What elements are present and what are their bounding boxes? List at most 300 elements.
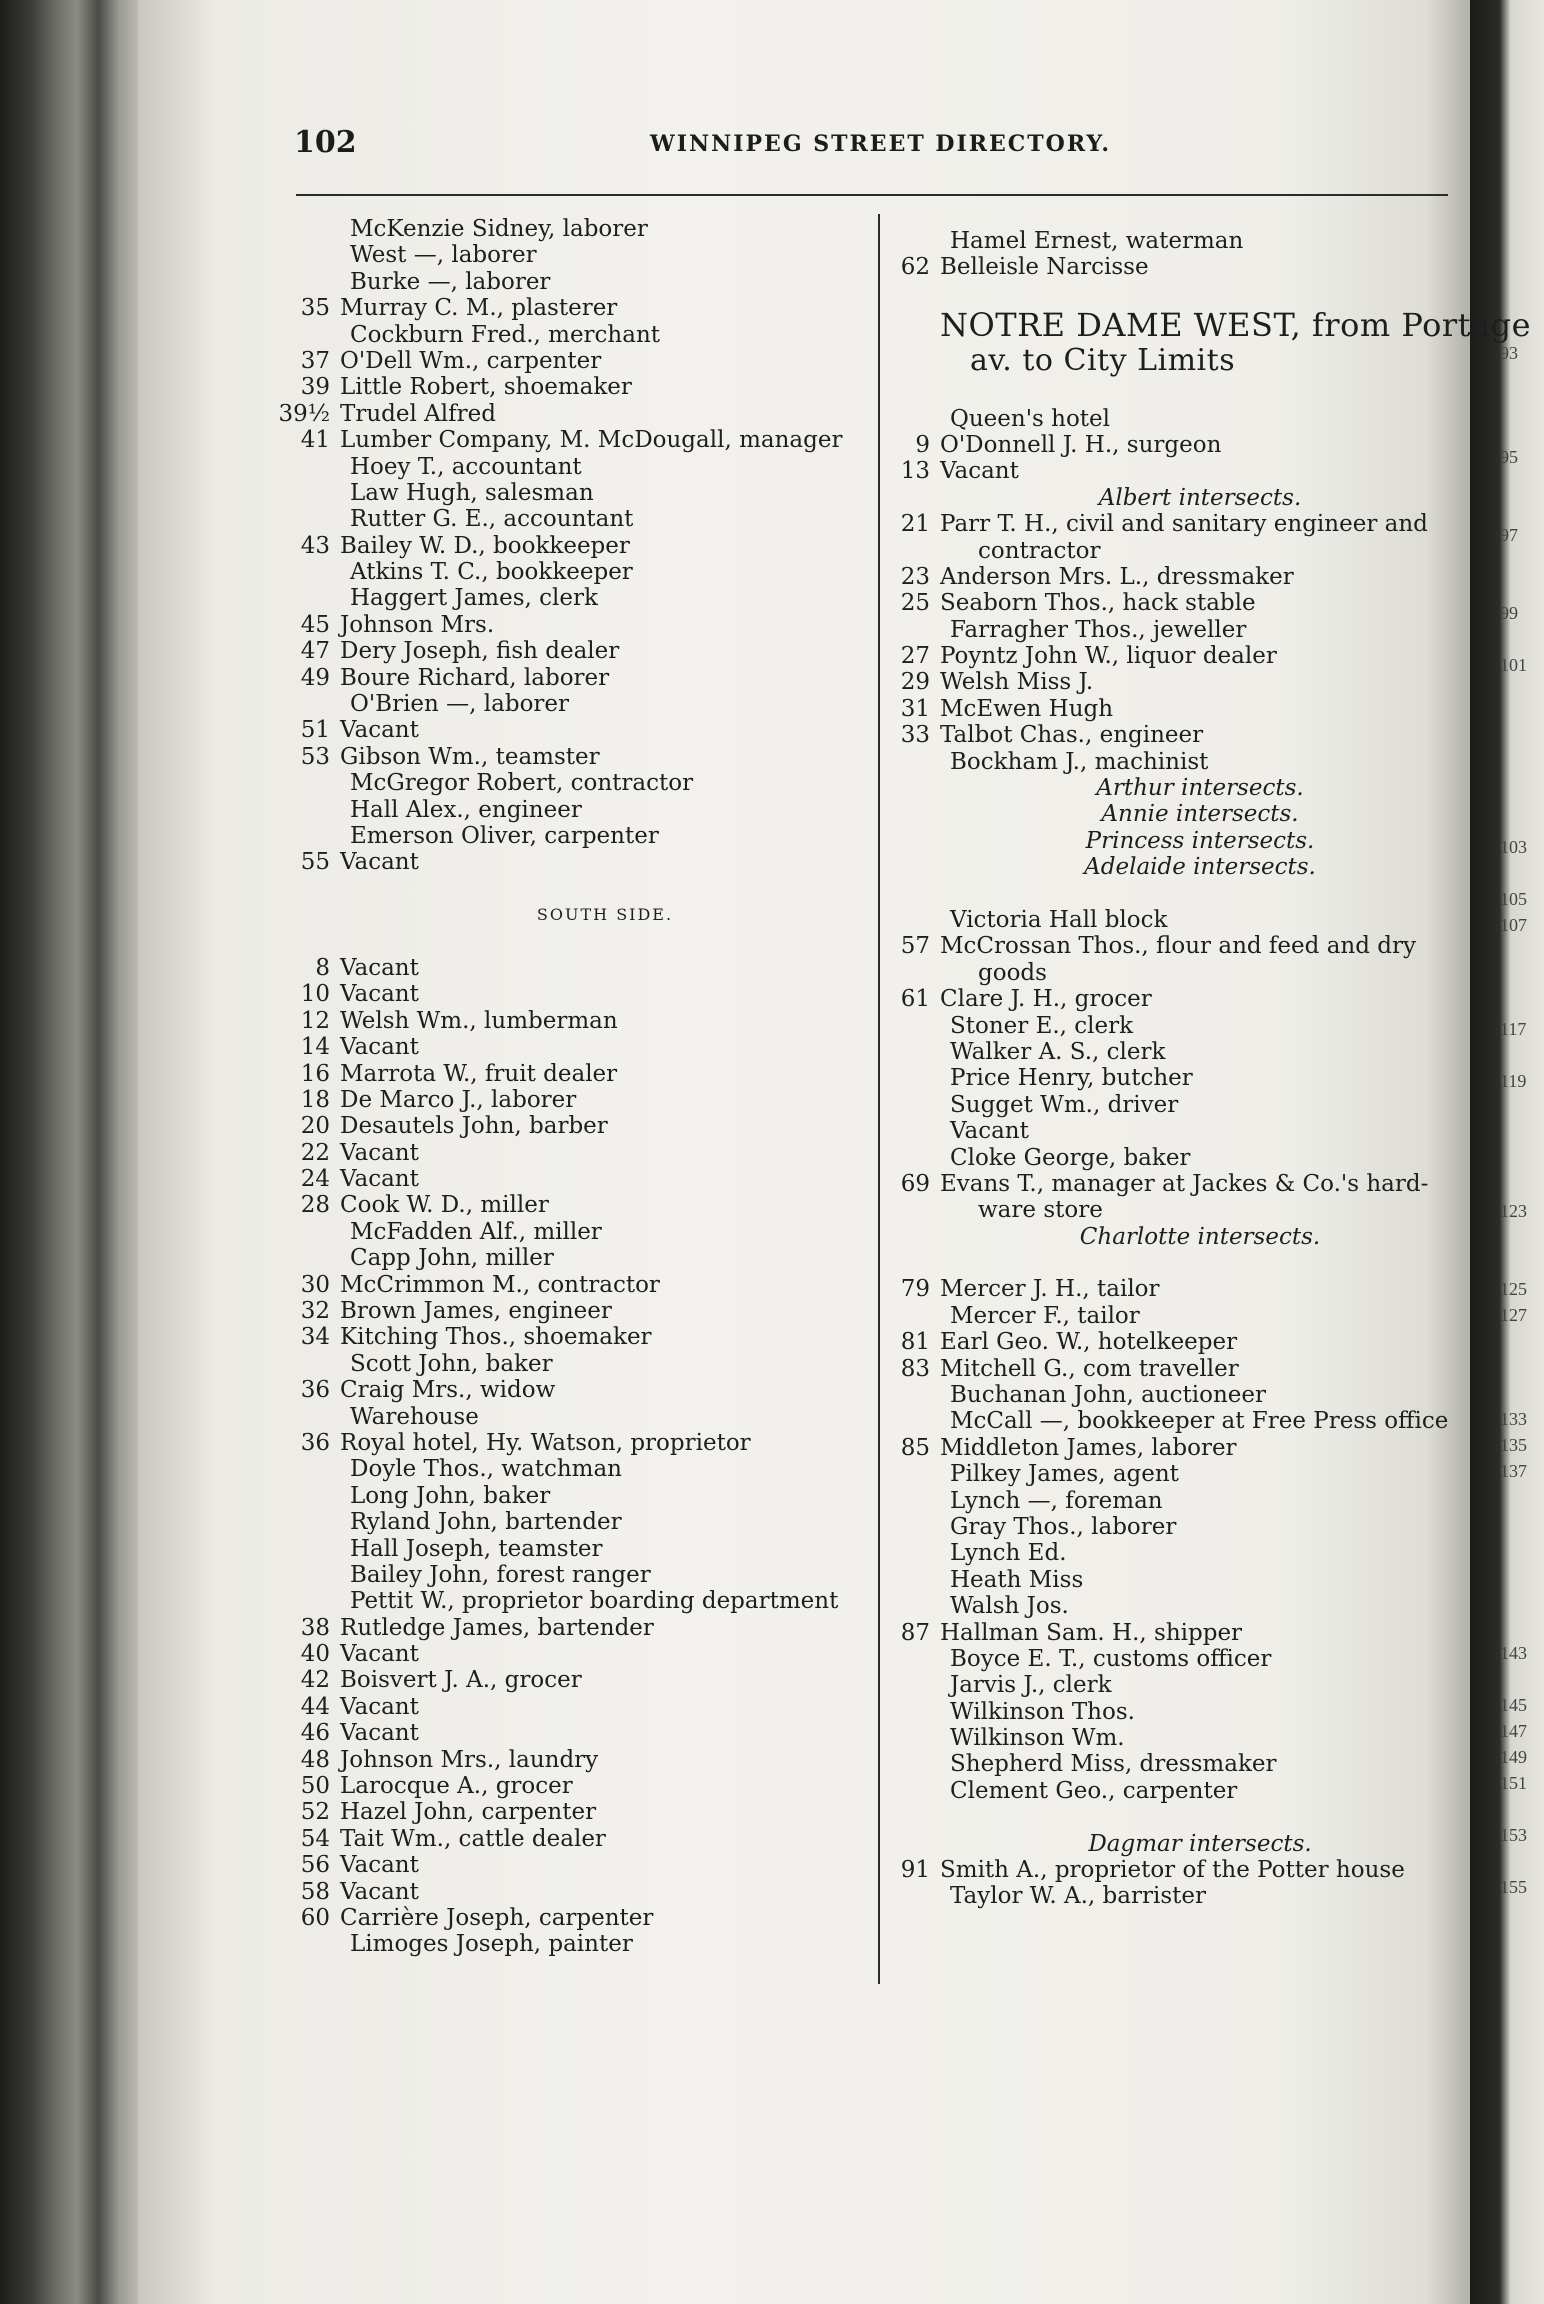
- entry-text: Earl Geo. W., hotelkeeper: [940, 1329, 1238, 1356]
- entry-text: Vacant: [340, 717, 419, 744]
- entry-text: Emerson Oliver, carpenter: [350, 822, 659, 849]
- directory-entry: [940, 1672, 1460, 1698]
- house-number: 24: [300, 1166, 330, 1193]
- entry-text: Pettit W., proprietor boarding department: [350, 1588, 839, 1615]
- directory-entry: [940, 406, 1460, 432]
- entry-text: Poyntz John W., liquor dealer: [940, 643, 1277, 670]
- entry-text: contractor: [978, 537, 1101, 564]
- directory-entry: [300, 532, 870, 559]
- cross-street-note: [940, 485, 1460, 511]
- house-number: 55: [300, 849, 330, 876]
- directory-entry: [278, 400, 870, 427]
- directory-entry: [940, 1540, 1460, 1566]
- house-number: 33: [900, 722, 930, 749]
- header-rule: [296, 194, 1448, 196]
- entry-text: Tait Wm., cattle dealer: [340, 1825, 606, 1852]
- directory-entry: [940, 1567, 1460, 1593]
- entry-text: McCrossan Thos., flour and feed and dry: [940, 933, 1416, 960]
- house-number: 8: [315, 954, 330, 981]
- entry-text: Gray Thos., laborer: [950, 1513, 1177, 1540]
- directory-entry: [300, 1720, 870, 1747]
- street-heading: [940, 343, 1460, 379]
- facing-page-number: [1500, 1146, 1544, 1172]
- entry-text: Welsh Miss J.: [940, 669, 1094, 696]
- facing-page-number: [1500, 1562, 1544, 1588]
- house-number: 29: [900, 669, 930, 696]
- entry-text: Smith A., proprietor of the Potter house: [940, 1857, 1405, 1884]
- directory-entry: [300, 1166, 870, 1193]
- spacer: [340, 929, 870, 955]
- directory-entry: [300, 1429, 870, 1456]
- entry-text: Seaborn Thos., hack stable: [940, 590, 1256, 617]
- directory-entry: [340, 1483, 870, 1509]
- facing-page-fragments: [1500, 340, 1544, 1952]
- entry-text: De Marco J., laborer: [340, 1086, 577, 1113]
- entry-text: Brown James, engineer: [340, 1298, 612, 1325]
- facing-page-number: 127: [1500, 1305, 1527, 1325]
- entry-text: Parr T. H., civil and sanitary engineer and: [940, 511, 1428, 538]
- entry-text: Clare J. H., grocer: [940, 986, 1152, 1013]
- facing-page-number: [1500, 1900, 1544, 1926]
- directory-entry: [900, 722, 1460, 749]
- directory-entry: [340, 585, 870, 611]
- spacer: [940, 881, 1460, 907]
- directory-entry: [940, 1725, 1460, 1751]
- page-number: 102: [294, 125, 357, 160]
- entry-text: Annie intersects.: [1101, 801, 1299, 828]
- directory-entry: [940, 1382, 1460, 1408]
- entry-text: West —, laborer: [350, 242, 537, 269]
- house-number: 37: [300, 347, 330, 374]
- entry-text: Gibson Wm., teamster: [340, 743, 600, 770]
- directory-entry: [340, 480, 870, 506]
- entry-text: Rutter G. E., accountant: [350, 506, 634, 533]
- entry-text: Vacant: [950, 1118, 1029, 1145]
- entry-text: Clement Geo., carpenter: [950, 1777, 1238, 1804]
- directory-entry: [340, 902, 870, 928]
- house-number: 60: [300, 1905, 330, 1931]
- directory-entry: [340, 1509, 870, 1535]
- house-number: 51: [300, 717, 330, 744]
- house-number: 79: [900, 1276, 930, 1303]
- house-number: 30: [300, 1271, 330, 1298]
- facing-page-number: [1500, 470, 1544, 496]
- facing-page-number: 137: [1500, 1461, 1527, 1481]
- directory-entry: [900, 1170, 1460, 1197]
- entry-text: Mercer J. H., tailor: [940, 1276, 1160, 1303]
- house-number: 83: [900, 1355, 930, 1382]
- entry-text: Victoria Hall block: [950, 906, 1168, 933]
- facing-page-number: [1500, 1926, 1544, 1952]
- directory-entry: [300, 1825, 870, 1852]
- directory-entry: [900, 458, 1460, 485]
- entry-text: Limoges Joseph, painter: [350, 1931, 633, 1958]
- directory-entry: [300, 1773, 870, 1800]
- spacer: [940, 1804, 1460, 1830]
- entry-text: Bockham J., machinist: [950, 748, 1209, 775]
- facing-page-number: [1500, 990, 1544, 1016]
- entry-text: Bailey W. D., bookkeeper: [340, 532, 630, 559]
- facing-page-number: 149: [1500, 1747, 1527, 1767]
- page-header: [294, 125, 1464, 165]
- directory-entry: [300, 743, 870, 770]
- entry-text: Lumber Company, M. McDougall, manager: [340, 427, 843, 454]
- house-number: 34: [300, 1324, 330, 1351]
- house-number: 49: [300, 664, 330, 691]
- house-number: 20: [300, 1113, 330, 1140]
- directory-entry: [900, 1276, 1460, 1303]
- house-number: 52: [300, 1799, 330, 1826]
- entry-text: Sugget Wm., driver: [950, 1091, 1179, 1118]
- facing-page-number: 147: [1500, 1721, 1527, 1741]
- facing-page-number: [1500, 678, 1544, 704]
- directory-entry: [300, 1377, 870, 1404]
- house-number: 62: [900, 254, 930, 281]
- facing-page-number: 155: [1500, 1877, 1527, 1897]
- directory-entry: [940, 1514, 1460, 1540]
- facing-page-number: [1500, 964, 1544, 990]
- facing-page-number: [1500, 1120, 1544, 1146]
- directory-entry: [300, 1852, 870, 1879]
- entry-text: Lynch Ed.: [950, 1540, 1067, 1567]
- facing-page-number: 119: [1500, 1071, 1527, 1091]
- directory-entry: [940, 960, 1460, 986]
- directory-entry: [940, 1197, 1460, 1223]
- directory-entry: [340, 1456, 870, 1482]
- entry-text: Vacant: [340, 1878, 419, 1905]
- directory-entry: [900, 695, 1460, 722]
- directory-entry: [940, 1013, 1460, 1039]
- house-number: 38: [300, 1614, 330, 1641]
- house-number: 81: [900, 1329, 930, 1356]
- entry-text: Vacant: [340, 849, 419, 876]
- house-number: 57: [900, 933, 930, 960]
- facing-page-number: [1500, 1042, 1544, 1068]
- directory-entry: [300, 1905, 870, 1931]
- entry-text: SOUTH SIDE.: [536, 905, 674, 925]
- facing-page-number: [1500, 1510, 1544, 1536]
- spacer: [940, 379, 1460, 405]
- directory-entry: [900, 1329, 1460, 1356]
- house-number: 13: [900, 458, 930, 485]
- facing-page-number: [1500, 704, 1544, 730]
- directory-entry: [300, 1746, 870, 1773]
- entry-text: Johnson Mrs.: [340, 611, 495, 638]
- directory-entry: [940, 1145, 1460, 1171]
- directory-entry: [340, 506, 870, 532]
- house-number: 27: [900, 643, 930, 670]
- entry-text: Rutledge James, bartender: [340, 1614, 654, 1641]
- directory-entry: [340, 1404, 870, 1430]
- house-number: 25: [900, 590, 930, 617]
- entry-text: Talbot Chas., engineer: [940, 722, 1204, 749]
- entry-text: Vacant: [340, 1139, 419, 1166]
- cross-street-note: [940, 1831, 1460, 1857]
- entry-text: Albert intersects.: [1098, 484, 1302, 511]
- house-number: 31: [900, 695, 930, 722]
- facing-page-number: 97: [1500, 525, 1518, 545]
- directory-entry: [300, 1799, 870, 1826]
- directory-entry: [340, 1219, 870, 1245]
- facing-page-number: [1500, 1380, 1544, 1406]
- entry-text: Craig Mrs., widow: [340, 1377, 556, 1404]
- house-number: 36: [300, 1429, 330, 1456]
- directory-entry: [900, 669, 1460, 696]
- entry-text: Stoner E., clerk: [950, 1012, 1134, 1039]
- entry-text: Hall Alex., engineer: [350, 796, 582, 823]
- spacer: [940, 281, 1460, 307]
- directory-entry: [300, 1271, 870, 1298]
- entry-text: Bailey John, forest ranger: [350, 1561, 651, 1588]
- directory-entry: [900, 254, 1460, 281]
- facing-page-number: 95: [1500, 447, 1518, 467]
- directory-entry: [315, 954, 870, 981]
- entry-text: McCrimmon M., contractor: [340, 1271, 660, 1298]
- facing-page-number: [1500, 548, 1544, 574]
- house-number: 32: [300, 1298, 330, 1325]
- facing-page-number: 105: [1500, 889, 1527, 909]
- cross-street-note: [940, 828, 1460, 854]
- entry-text: McFadden Alf., miller: [350, 1218, 602, 1245]
- entry-text: Vacant: [940, 458, 1019, 485]
- directory-entry: [940, 1699, 1460, 1725]
- spacer: [340, 876, 870, 902]
- directory-entry: [940, 1065, 1460, 1091]
- facing-page-number: [1500, 938, 1544, 964]
- house-number: 36: [300, 1377, 330, 1404]
- facing-page-number: [1500, 1484, 1544, 1510]
- house-number: 54: [300, 1825, 330, 1852]
- house-number: 50: [300, 1773, 330, 1800]
- entry-text: Wilkinson Thos.: [950, 1698, 1135, 1725]
- cross-street-note: [940, 1224, 1460, 1250]
- directory-entry: [940, 1778, 1460, 1804]
- house-number: 44: [300, 1693, 330, 1720]
- entry-text: Vacant: [340, 1693, 419, 1720]
- entry-text: Buchanan John, auctioneer: [950, 1382, 1266, 1409]
- directory-entry: [300, 611, 870, 638]
- facing-page-number: 117: [1500, 1019, 1527, 1039]
- directory-entry: [300, 1086, 870, 1113]
- house-number: 9: [915, 431, 930, 458]
- entry-text: Hamel Ernest, waterman: [950, 228, 1244, 254]
- house-number: 53: [300, 743, 330, 770]
- directory-entry: [300, 981, 870, 1008]
- directory-entry: [940, 1118, 1460, 1144]
- entry-text: Cockburn Fred., merchant: [350, 321, 661, 348]
- facing-page-number: [1500, 1328, 1544, 1354]
- directory-entry: [940, 617, 1460, 643]
- facing-page-number: [1500, 1848, 1544, 1874]
- directory-entry: [940, 1039, 1460, 1065]
- entry-text: O'Donnell J. H., surgeon: [940, 431, 1222, 458]
- entry-text: Vacant: [340, 981, 419, 1008]
- entry-text: Welsh Wm., lumberman: [340, 1007, 618, 1034]
- entry-text: Vacant: [340, 1166, 419, 1193]
- entry-text: McEwen Hugh: [940, 695, 1114, 722]
- cross-street-note: [940, 775, 1460, 801]
- entry-text: Evans T., manager at Jackes & Co.'s hard-: [940, 1170, 1429, 1197]
- facing-page-number: 153: [1500, 1825, 1527, 1845]
- entry-text: Vacant: [340, 954, 419, 981]
- house-number: 23: [900, 563, 930, 590]
- directory-entry: [300, 1298, 870, 1325]
- facing-page-number: [1500, 1250, 1544, 1276]
- house-number: 35: [300, 295, 330, 322]
- entry-text: Cook W. D., miller: [340, 1192, 549, 1219]
- entry-text: Farragher Thos., jeweller: [950, 616, 1247, 643]
- house-number: 14: [300, 1034, 330, 1061]
- entry-text: Capp John, miller: [350, 1245, 554, 1272]
- facing-page-number: [1500, 626, 1544, 652]
- house-number: 46: [300, 1720, 330, 1747]
- entry-text: Belleisle Narcisse: [940, 254, 1149, 281]
- column-divider: [878, 214, 880, 1984]
- directory-entry: [940, 1461, 1460, 1487]
- facing-page-number: [1500, 860, 1544, 886]
- house-number: 10: [300, 981, 330, 1008]
- directory-entry: [300, 295, 870, 322]
- facing-page-number: [1500, 1224, 1544, 1250]
- house-number: 12: [300, 1007, 330, 1034]
- entry-text: Boisvert J. A., grocer: [340, 1667, 582, 1694]
- directory-entry: [900, 511, 1460, 538]
- directory-entry: [900, 1857, 1460, 1884]
- entry-text: Adelaide intersects.: [1084, 854, 1316, 881]
- house-number: 48: [300, 1746, 330, 1773]
- facing-page-number: 151: [1500, 1773, 1527, 1793]
- entry-text: McCall —, bookkeeper at Free Press office: [950, 1408, 1449, 1435]
- directory-entry: [300, 1641, 870, 1668]
- facing-page-number: [1500, 418, 1544, 444]
- facing-page-number: [1500, 1614, 1544, 1640]
- entry-text: Warehouse: [350, 1403, 479, 1430]
- entry-text: av. to City Limits: [970, 343, 1236, 379]
- directory-entry: [915, 431, 1460, 458]
- house-number: 39: [300, 374, 330, 401]
- entry-text: Law Hugh, salesman: [350, 479, 594, 506]
- house-number: 42: [300, 1667, 330, 1694]
- entry-text: McGregor Robert, contractor: [350, 770, 694, 797]
- entry-text: Pilkey James, agent: [950, 1461, 1179, 1488]
- entry-text: Hallman Sam. H., shipper: [940, 1619, 1243, 1646]
- entry-text: Dery Joseph, fish dealer: [340, 638, 620, 665]
- directory-entry: [940, 1488, 1460, 1514]
- entry-text: Carrière Joseph, carpenter: [340, 1905, 654, 1931]
- entry-text: Middleton James, laborer: [940, 1434, 1237, 1461]
- facing-page-number: [1500, 574, 1544, 600]
- house-number: 16: [300, 1060, 330, 1087]
- entry-text: Marrota W., fruit dealer: [340, 1060, 618, 1087]
- entry-text: Heath Miss: [950, 1566, 1084, 1593]
- entry-text: Shepherd Miss, dressmaker: [950, 1751, 1277, 1778]
- directory-entry: [300, 1113, 870, 1140]
- entry-text: Desautels John, barber: [340, 1113, 608, 1140]
- book-spine: [0, 0, 140, 2304]
- house-number: 69: [900, 1170, 930, 1197]
- facing-page-number: [1500, 366, 1544, 392]
- entry-text: Dagmar intersects.: [1088, 1830, 1312, 1857]
- facing-page-number: 101: [1500, 655, 1527, 675]
- house-number: 22: [300, 1139, 330, 1166]
- directory-entry: [300, 849, 870, 876]
- facing-page-number: [1500, 392, 1544, 418]
- directory-entry: [340, 1931, 870, 1957]
- directory-entry: [300, 1614, 870, 1641]
- entry-text: Princess intersects.: [1085, 827, 1315, 854]
- directory-entry: [300, 1007, 870, 1034]
- directory-entry: [900, 1355, 1460, 1382]
- house-number: 56: [300, 1852, 330, 1879]
- directory-entry: [900, 1434, 1460, 1461]
- entry-text: Arthur intersects.: [1096, 775, 1304, 802]
- directory-entry: [900, 643, 1460, 670]
- entry-text: McKenzie Sidney, laborer: [350, 216, 648, 242]
- directory-entry: [940, 907, 1460, 933]
- house-number: 21: [900, 511, 930, 538]
- facing-page-number: [1500, 1588, 1544, 1614]
- directory-entry: [940, 228, 1460, 254]
- entry-text: Mitchell G., com traveller: [940, 1355, 1239, 1382]
- facing-page-number: [1500, 756, 1544, 782]
- directory-entry: [300, 1693, 870, 1720]
- entry-text: Atkins T. C., bookkeeper: [350, 559, 633, 586]
- directory-entry: [340, 454, 870, 480]
- entry-text: Vacant: [340, 1641, 419, 1668]
- facing-page-number: 123: [1500, 1201, 1527, 1221]
- directory-entry: [300, 427, 870, 454]
- entry-text: Murray C. M., plasterer: [340, 295, 618, 322]
- entry-text: Haggert James, clerk: [350, 585, 598, 612]
- entry-text: Kitching Thos., shoemaker: [340, 1324, 652, 1351]
- directory-entry: [340, 269, 870, 295]
- directory-entry: [940, 1593, 1460, 1619]
- facing-page-number: [1500, 808, 1544, 834]
- house-number: 40: [300, 1641, 330, 1668]
- facing-page-number: [1500, 1796, 1544, 1822]
- facing-page-number: [1500, 1172, 1544, 1198]
- directory-entry: [340, 1562, 870, 1588]
- entry-text: Hall Joseph, teamster: [350, 1535, 603, 1562]
- entry-text: Boyce E. T., customs officer: [950, 1645, 1272, 1672]
- house-number: 61: [900, 986, 930, 1013]
- house-number: 45: [300, 611, 330, 638]
- entry-text: Scott John, baker: [350, 1350, 553, 1377]
- entry-text: Doyle Thos., watchman: [350, 1456, 622, 1483]
- directory-entry: [340, 216, 870, 242]
- house-number: 28: [300, 1192, 330, 1219]
- entry-text: Taylor W. A., barrister: [950, 1883, 1206, 1910]
- directory-entry: [300, 347, 870, 374]
- house-number: 91: [900, 1857, 930, 1884]
- directory-entry: [300, 374, 870, 401]
- entry-text: Larocque A., grocer: [340, 1773, 573, 1800]
- facing-page-number: [1500, 782, 1544, 808]
- directory-entry: [940, 1751, 1460, 1777]
- directory-entry: [900, 563, 1460, 590]
- entry-text: Long John, baker: [350, 1482, 551, 1509]
- directory-entry: [300, 1139, 870, 1166]
- directory-entry: [340, 770, 870, 796]
- entry-text: Hoey T., accountant: [350, 453, 582, 480]
- entry-text: Price Henry, butcher: [950, 1065, 1193, 1092]
- facing-page-number: 135: [1500, 1435, 1527, 1455]
- directory-entry: [300, 1878, 870, 1905]
- running-title: WINNIPEG STREET DIRECTORY.: [650, 131, 1111, 157]
- street-heading: [940, 306, 1531, 345]
- facing-page-number: 125: [1500, 1279, 1527, 1299]
- directory-entry: [300, 1034, 870, 1061]
